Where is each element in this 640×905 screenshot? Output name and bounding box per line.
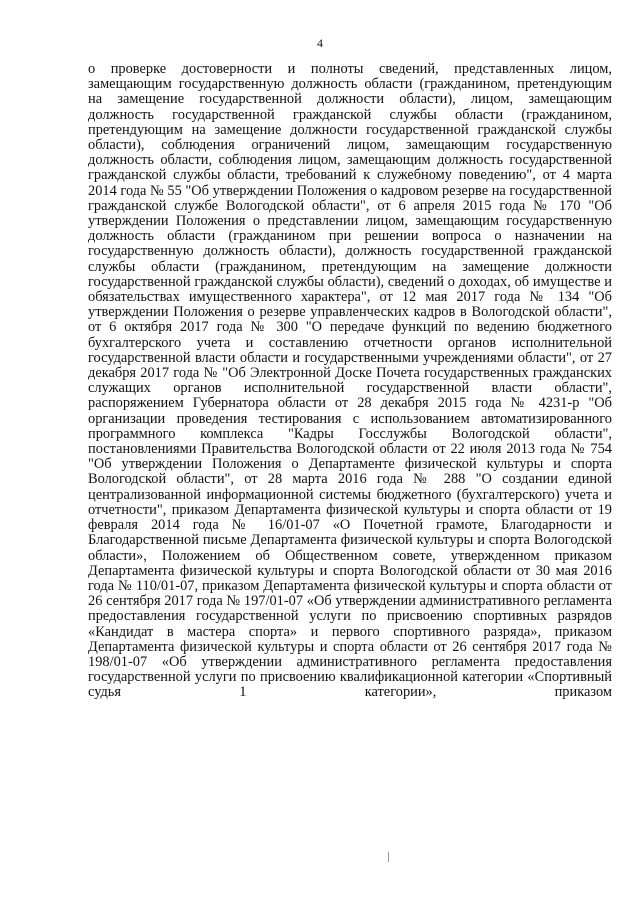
page-number: 4 — [317, 36, 323, 50]
body-paragraph: о проверке достоверности и полноты сведений, представленных лицом, замещающим государственную должность области (гражданином, претендующим на замещение государственной должности области), лицом, замещающим должность государственной гражданской службы области (гражданином, претендующим на замещение должности государственной гражданской службы области), соблюдения ограничений лицом, замещающим государственную должность области, соблюдения лицом, замещающим должность государственной гражданской службы области, требований к служебному поведению", от 4 марта 2014 года № 55 "Об утверждении Положения о кадровом резерве на государственной гражданской службе Вологодской области", от 6 апреля 2015 года № 170 "Об утверждении Положения о представлении лицом, замещающим государственную должность области (гражданином при решении вопроса о назначении на государственную должность области), должность государственной гражданской службы области (гражданином, претендующим на замещение должности государственной гражданской службы области), сведений о доходах, об имуществе и обязательствах имущественного характера", от 12 мая 2017 года № 134 "Об утверждении Положения о резерве управленческих кадров в Вологодской области", от 6 октября 2017 года № 300 "О передаче функций по ведению бюджетного бухгалтерского учета и составлению отчетности органов исполнительной государственной власти области и государственными учреждениями области", от 27 декабря 2017 года № "Об Электронной Доске Почета государственных гражданских служащих органов исполнительной государственной власти области", распоряжением Губернатора области от 28 декабря 2015 года № 4231-р "Об организации проведения тестирования с использованием автоматизированного программного комплекса "Кадры Госслужбы Вологодской области", постановлениями Правительства Вологодской области от 22 июля 2013 года № 754 "Об утверждении Положения о Департаменте физической культуры и спорта Вологодской области", от 28 марта 2016 года № 288 "О создании единой централизованной информационной системы бюджетного (бухгалтерского) учета и отчетности", приказом Департамента физической культуры и спорта области от 19 февраля 2014 года № 16/01-07 «О Почетной грамоте, Благодарности и Благодарственной письме Департамента физической культуры и спорта Вологодской области», Положением об Общественном совете, утвержденном приказом Департамента физической культуры и спорта Вологодской области от 30 мая 2016 года № 110/01-07, приказом Департамента физической культуры и спорта области от 26 сентября 2017 года № 197/01-07 «Об утверждении административного регламента предоставления государственной услуги по присвоению спортивных разрядов «Кандидат в мастера спорта» и первого спортивного разряда», приказом Департамента физической культуры и спорта области от 26 сентября 2017 года № 198/01-07 «Об утверждении административного регламента предоставления государственной услуги по присвоению квалификационной категории «Спортивный судья 1 категории», приказом — [88, 61, 612, 701]
scan-artifact-mark — [388, 852, 389, 862]
